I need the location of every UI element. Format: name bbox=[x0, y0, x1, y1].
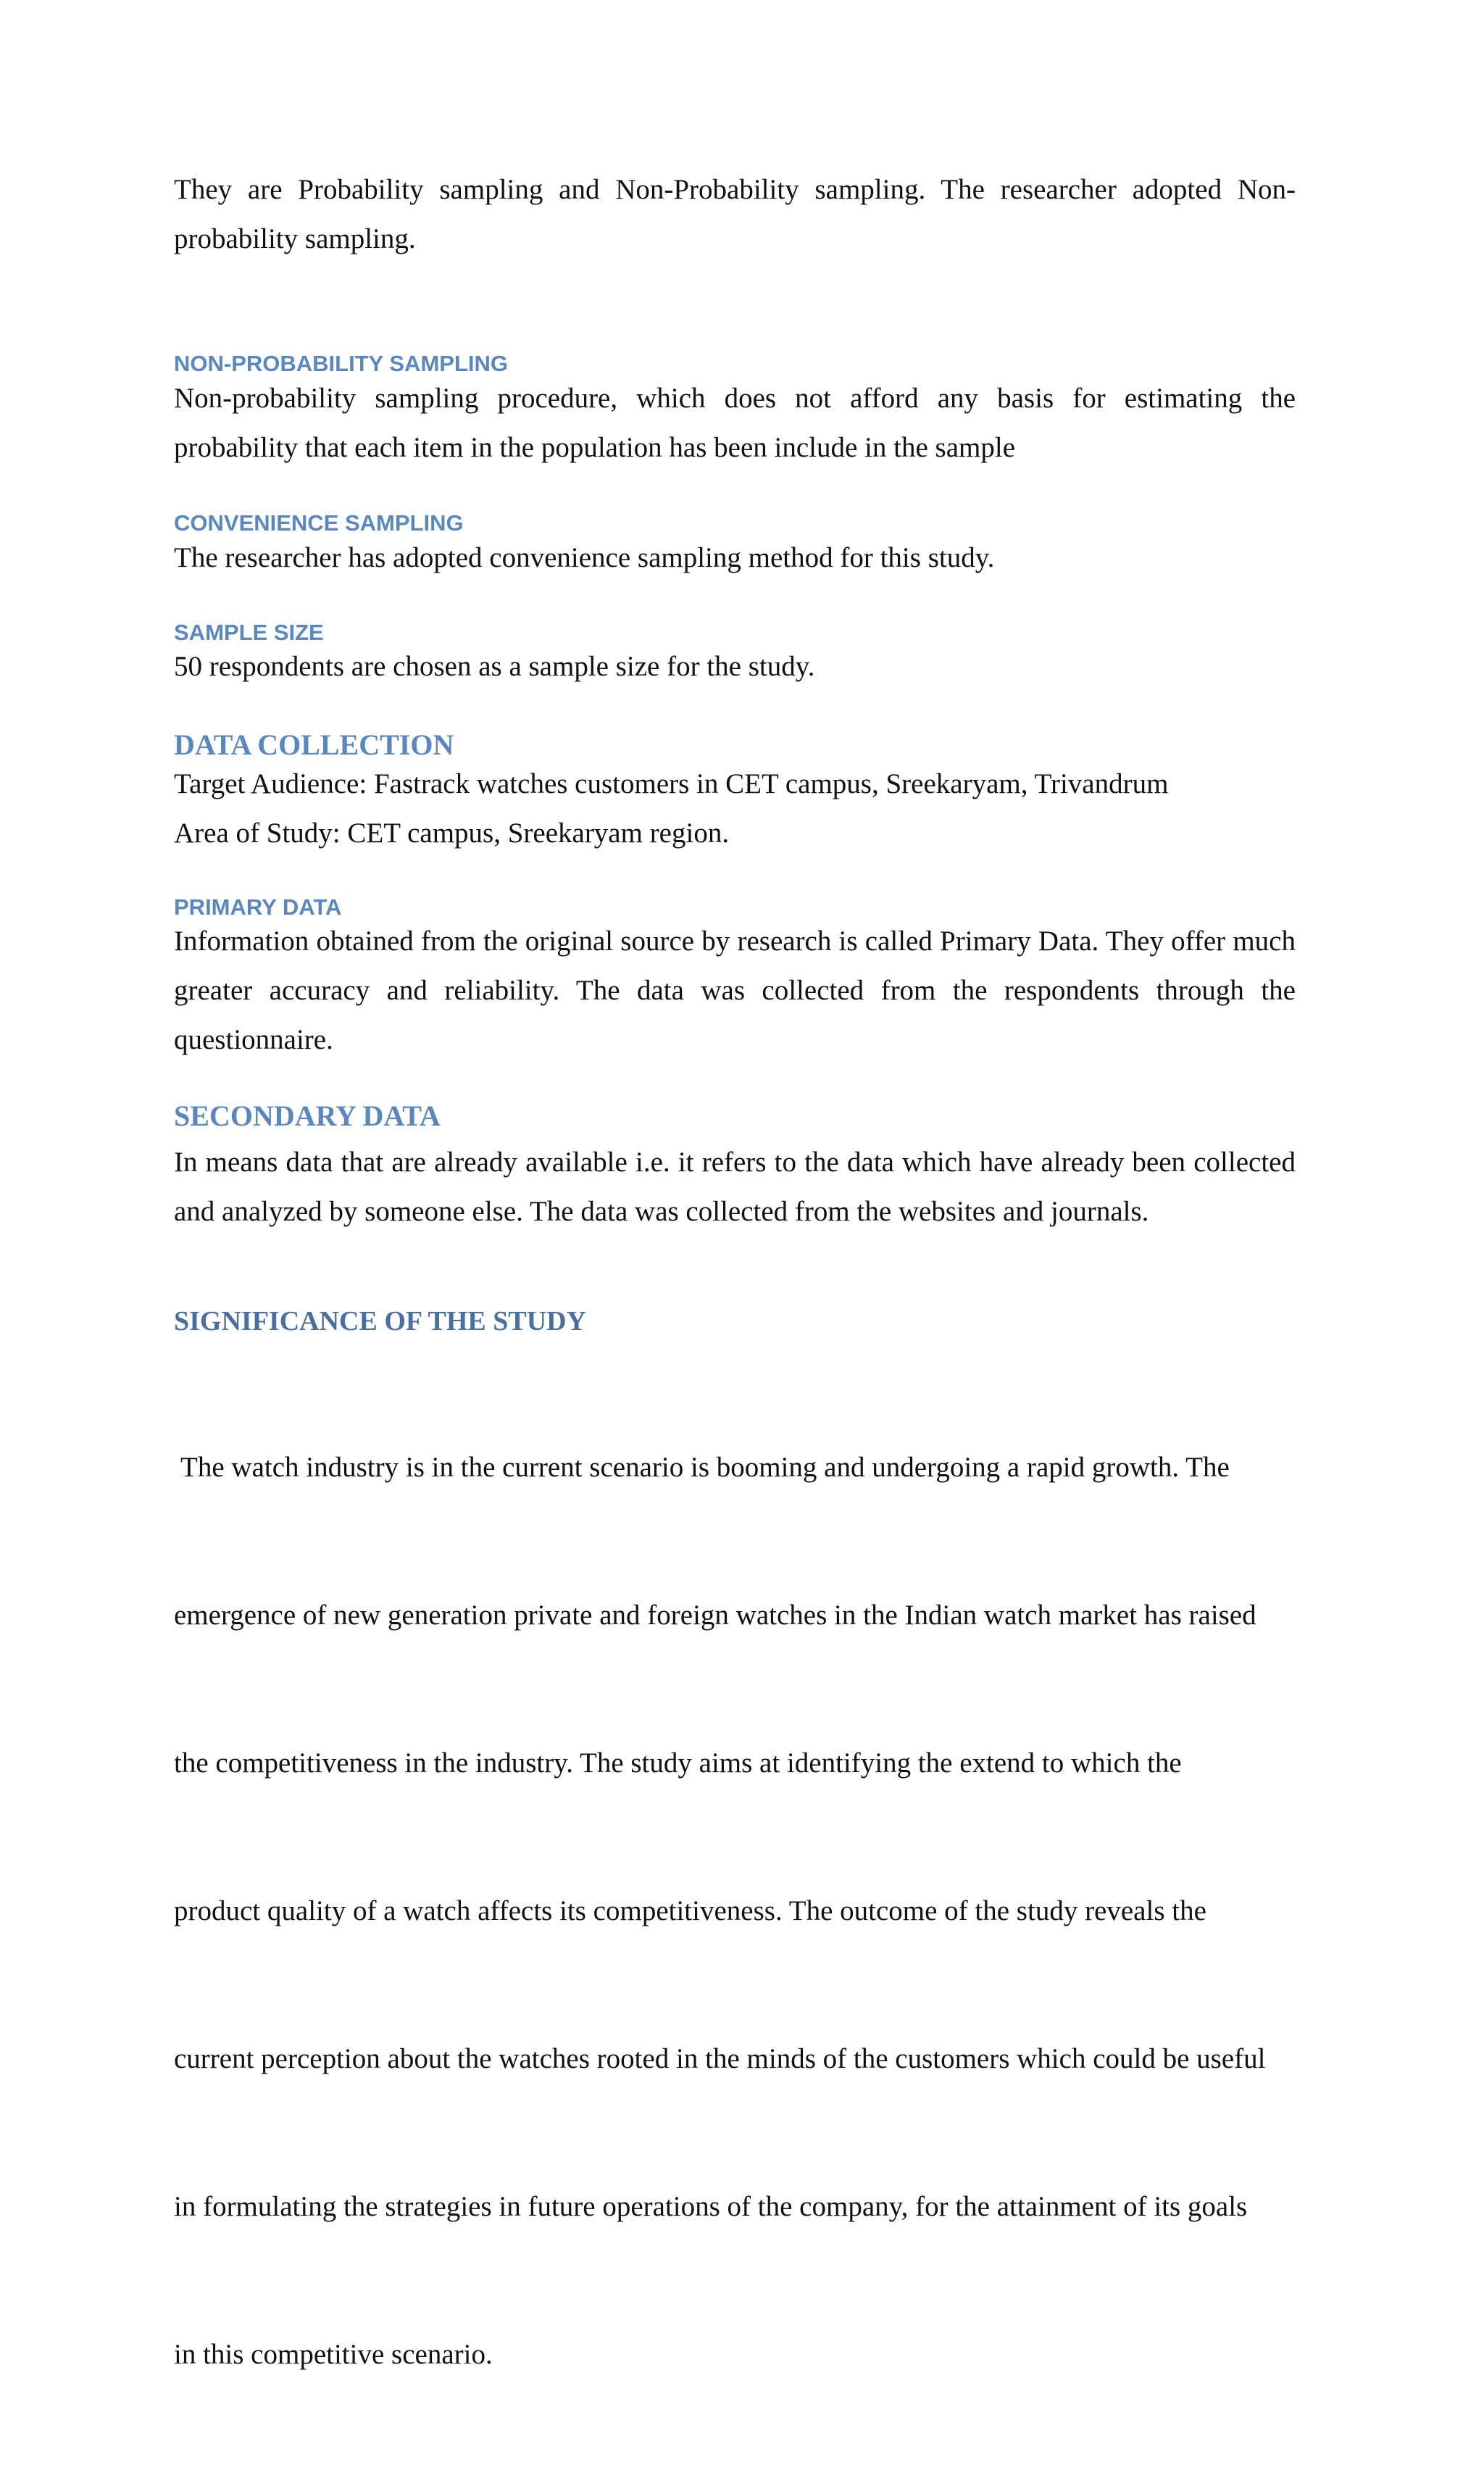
significance-heading: SIGNIFICANCE OF THE STUDY bbox=[174, 1306, 587, 1336]
significance-line: The watch industry is in the current scenario is booming and undergoing a rapid growth. The bbox=[174, 1452, 1230, 1483]
convenience-sampling-paragraph: The researcher has adopted convenience sampling method for this study. bbox=[174, 542, 995, 573]
sample-size-heading: SAMPLE SIZE bbox=[174, 620, 324, 645]
non-probability-sampling-paragraph: Non-probability sampling procedure, which does not afford any basis for estimating the probability that each item in the population has been include in the sample bbox=[174, 383, 1296, 463]
significance-line: in formulating the strategies in future operations of the company, for the attainment of its goals bbox=[174, 2191, 1248, 2222]
primary-data-paragraph: Information obtained from the original source by research is called Primary Data. They offer much greater accuracy and reliability. The data was collected from the respondents through the questionnaire. bbox=[174, 926, 1296, 1055]
convenience-sampling-heading: CONVENIENCE SAMPLING bbox=[174, 510, 464, 536]
intro-paragraph: They are Probability sampling and Non-Probability sampling. The researcher adopted Non-probability sampling. bbox=[174, 174, 1296, 254]
area-of-study-line: Area of Study: CET campus, Sreekaryam region. bbox=[174, 818, 730, 849]
primary-data-heading: PRIMARY DATA bbox=[174, 894, 342, 920]
significance-line: product quality of a watch affects its competitiveness. The outcome of the study reveals the bbox=[174, 1895, 1206, 1926]
secondary-data-paragraph: In means data that are already available i.e. it refers to the data which have already been collected and analyzed by someone else. The data was collected from the websites and journals. bbox=[174, 1147, 1296, 1227]
significance-line: in this competitive scenario. bbox=[174, 2339, 493, 2370]
significance-line: the competitiveness in the industry. The study aims at identifying the extend to which the bbox=[174, 1747, 1182, 1779]
significance-line: emergence of new generation private and foreign watches in the Indian watch market has raised bbox=[174, 1600, 1256, 1631]
sample-size-paragraph: 50 respondents are chosen as a sample size for the study. bbox=[174, 651, 815, 682]
significance-line: current perception about the watches rooted in the minds of the customers which could be useful bbox=[174, 2043, 1266, 2074]
non-probability-sampling-heading: NON-PROBABILITY SAMPLING bbox=[174, 351, 508, 376]
target-audience-line: Target Audience: Fastrack watches customers in CET campus, Sreekaryam, Trivandrum bbox=[174, 768, 1169, 799]
significance-paragraph bbox=[174, 1344, 1296, 2478]
secondary-data-heading: SECONDARY DATA bbox=[174, 1099, 441, 1132]
data-collection-heading: DATA COLLECTION bbox=[174, 728, 454, 761]
